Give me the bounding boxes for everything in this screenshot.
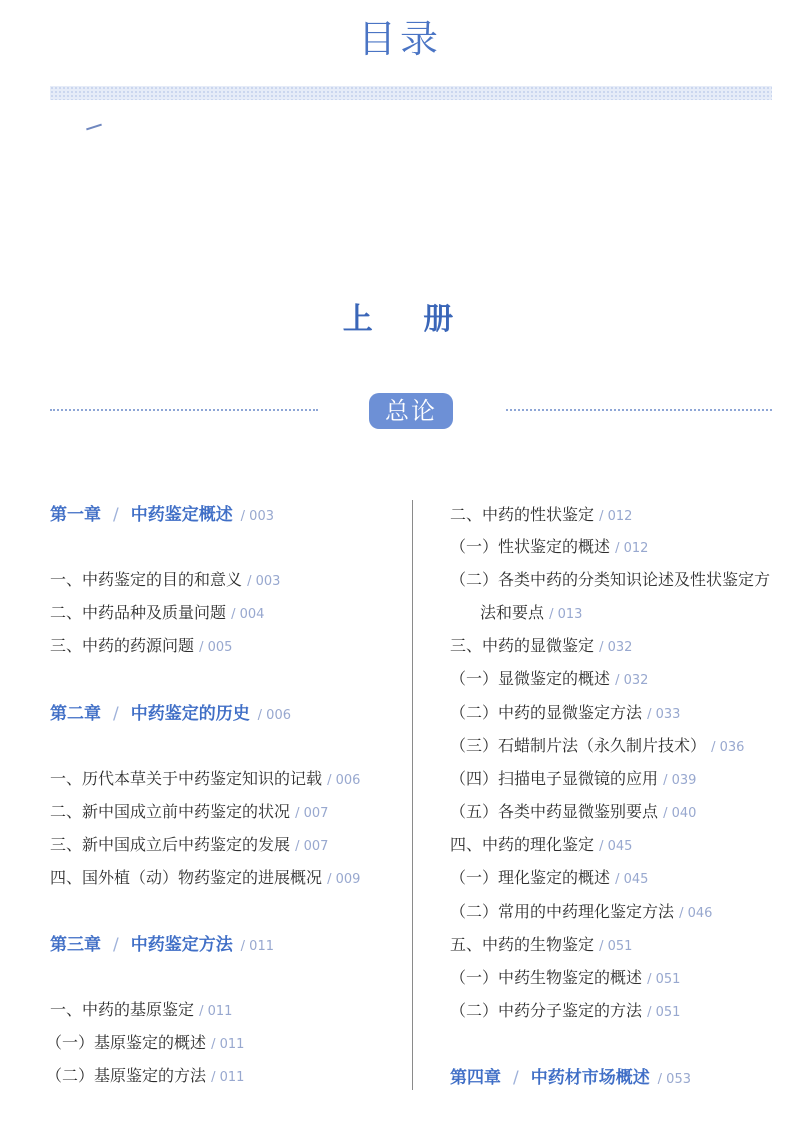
entry-text: （二）常用的中药理化鉴定方法: [450, 902, 675, 921]
toc-entry-l2[interactable]: [50, 603, 264, 625]
page-number: / 032: [599, 640, 632, 655]
page-number: / 040: [663, 806, 696, 821]
toc-entry-r6[interactable]: [450, 669, 648, 691]
toc-entry-r12[interactable]: [450, 868, 648, 890]
chapter-number: 第三章: [50, 935, 101, 955]
entry-text: 三、中药的药源问题: [50, 636, 195, 655]
toc-entry-r3[interactable]: [450, 570, 770, 590]
chapter-title: 中药鉴定的历史: [130, 704, 250, 724]
section-dotted-rule-left: [50, 409, 318, 411]
toc-entry-l7[interactable]: [50, 868, 360, 890]
toc-entry-r10[interactable]: [450, 802, 696, 824]
toc-chapter-c2[interactable]: [50, 704, 291, 726]
entry-text: 一、中药鉴定的目的和意义: [50, 570, 243, 589]
page-number: / 012: [615, 541, 648, 556]
page-number: / 006: [258, 708, 291, 723]
toc-entry-r15[interactable]: [450, 968, 680, 990]
page-number: / 032: [615, 673, 648, 688]
toc-entry-l9[interactable]: [46, 1033, 244, 1055]
page-number: / 009: [327, 872, 360, 887]
page-number: / 036: [711, 740, 744, 755]
toc-entry-r13[interactable]: [450, 902, 712, 924]
toc-entry-r2[interactable]: [450, 537, 648, 559]
pen-stroke-mark: [86, 124, 102, 131]
entry-text: （一）中药生物鉴定的概述: [450, 968, 643, 987]
page-number: / 011: [211, 1070, 244, 1085]
page-number: / 004: [231, 607, 264, 622]
entry-text: （一）显微鉴定的概述: [450, 669, 611, 688]
toc-entry-r5[interactable]: [450, 636, 632, 658]
toc-entry-l8[interactable]: [50, 1000, 232, 1022]
page-number: / 011: [199, 1004, 232, 1019]
toc-entry-l6[interactable]: [50, 835, 328, 857]
entry-text: （一）性状鉴定的概述: [450, 537, 611, 556]
chapter-number: 第一章: [50, 505, 101, 525]
page-number: / 011: [211, 1037, 244, 1052]
chapter-title: 中药材市场概述: [530, 1068, 650, 1088]
entry-text: （二）中药的显微鉴定方法: [450, 703, 643, 722]
toc-entry-r1[interactable]: [450, 505, 632, 527]
page-number: / 003: [247, 574, 280, 589]
toc-chapter-c4[interactable]: [450, 1068, 691, 1090]
slash-divider: /: [113, 704, 119, 724]
title-underline-band: [50, 86, 772, 100]
entry-text: （一）理化鉴定的概述: [450, 868, 611, 887]
entry-text: 二、中药品种及质量问题: [50, 603, 227, 622]
entry-text: 二、中药的性状鉴定: [450, 505, 595, 524]
page-number: / 039: [663, 773, 696, 788]
toc-chapter-c1[interactable]: [50, 505, 274, 527]
toc-entry-l10[interactable]: [46, 1066, 244, 1088]
toc-entry-r14[interactable]: [450, 935, 632, 957]
toc-entry-l4[interactable]: [50, 769, 360, 791]
entry-text: （二）各类中药的分类知识论述及性状鉴定方: [450, 570, 771, 589]
toc-chapter-c3[interactable]: [50, 935, 274, 957]
toc-entry-r16[interactable]: [450, 1001, 680, 1023]
page-number: / 003: [241, 509, 274, 524]
entry-text: （四）扫描电子显微镜的应用: [450, 769, 659, 788]
toc-entry-r7[interactable]: [450, 703, 680, 725]
page-number: / 005: [199, 640, 232, 655]
page-number: / 011: [241, 939, 274, 954]
entry-text: 二、新中国成立前中药鉴定的状况: [50, 802, 291, 821]
toc-entry-r11[interactable]: [450, 835, 632, 857]
entry-text: 四、国外植（动）物药鉴定的进展概况: [50, 868, 323, 887]
page-number: / 051: [647, 1005, 680, 1020]
entry-text: 三、中药的显微鉴定: [450, 636, 595, 655]
page-number: / 051: [599, 939, 632, 954]
page-number: / 013: [549, 607, 582, 622]
page-number: / 012: [599, 509, 632, 524]
entry-text: （五）各类中药显微鉴别要点: [450, 802, 659, 821]
entry-text: 法和要点: [480, 603, 545, 622]
entry-text: 三、新中国成立后中药鉴定的发展: [50, 835, 291, 854]
slash-divider: /: [113, 505, 119, 525]
chapter-number: 第四章: [450, 1068, 501, 1088]
entry-text: （二）中药分子鉴定的方法: [450, 1001, 643, 1020]
chapter-number: 第二章: [50, 704, 101, 724]
entry-text: （二）基原鉴定的方法: [46, 1066, 207, 1085]
page-number: / 045: [599, 839, 632, 854]
page-number: / 045: [615, 872, 648, 887]
toc-entry-l3[interactable]: [50, 636, 232, 658]
section-heading: 总论: [369, 393, 453, 429]
toc-entry-r9[interactable]: [450, 769, 696, 791]
page-number: / 033: [647, 707, 680, 722]
entry-text: （三）石蜡制片法（永久制片技术）: [450, 736, 707, 755]
column-divider: [412, 500, 413, 1090]
page-number: / 046: [679, 906, 712, 921]
toc-entry-r8[interactable]: [450, 736, 744, 758]
chapter-title: 中药鉴定方法: [130, 935, 233, 955]
section-dotted-rule-right: [506, 409, 772, 411]
entry-text: 一、历代本草关于中药鉴定知识的记载: [50, 769, 323, 788]
toc-entry-l1[interactable]: [50, 570, 280, 592]
entry-text: 五、中药的生物鉴定: [450, 935, 595, 954]
slash-divider: /: [513, 1068, 519, 1088]
slash-divider: /: [113, 935, 119, 955]
page-number: / 007: [295, 806, 328, 821]
entry-text: 一、中药的基原鉴定: [50, 1000, 195, 1019]
chapter-title: 中药鉴定概述: [130, 505, 233, 525]
page-number: / 053: [658, 1072, 691, 1087]
page-number: / 051: [647, 972, 680, 987]
entry-text: （一）基原鉴定的概述: [46, 1033, 207, 1052]
page-title: 目录: [357, 17, 442, 61]
page-number: / 007: [295, 839, 328, 854]
entry-text: 四、中药的理化鉴定: [450, 835, 595, 854]
volume-heading: 上 册: [342, 302, 474, 337]
toc-entry-l5[interactable]: [50, 802, 328, 824]
page-number: / 006: [327, 773, 360, 788]
toc-entry-r4[interactable]: [480, 603, 582, 625]
